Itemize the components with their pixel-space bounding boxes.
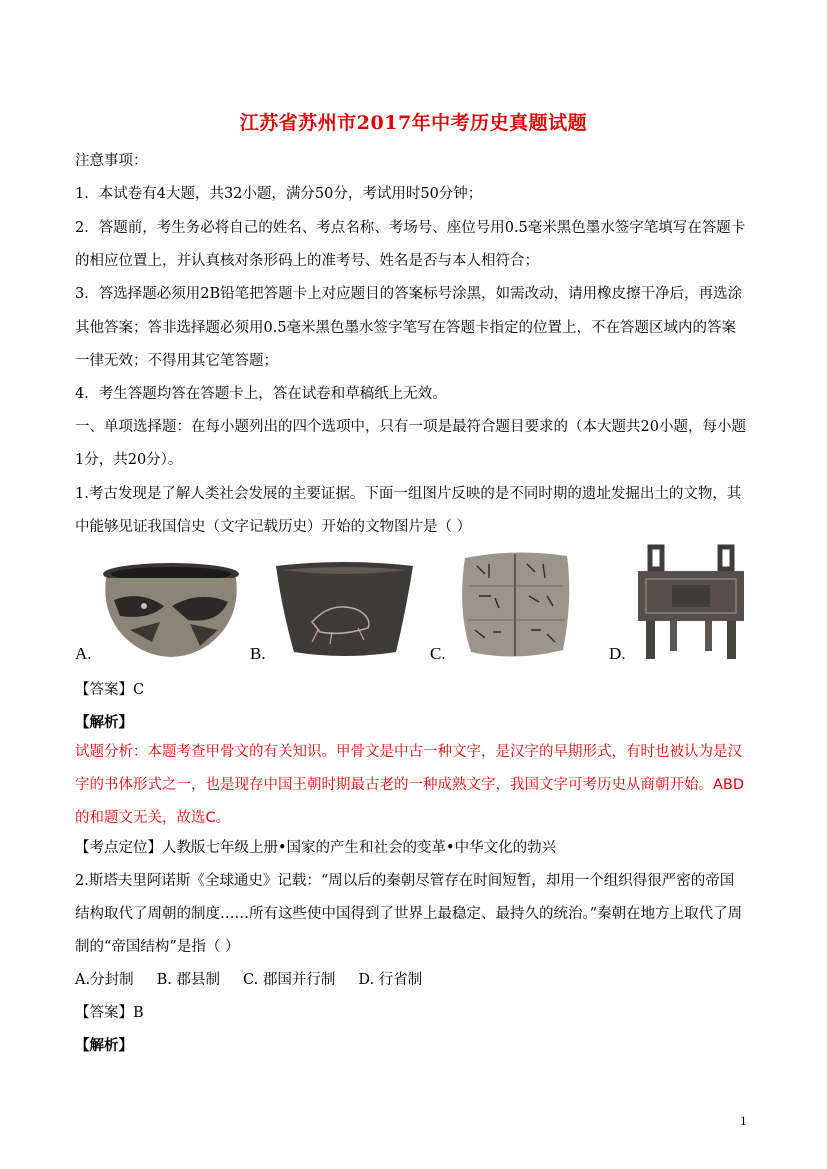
page-title: 江苏省苏州市2017年中考历史真题试题 (239, 112, 588, 134)
oracle-bone-image (455, 550, 575, 662)
analysis-label: 【解析】 (75, 714, 133, 731)
notice-item: 其他答案；答非选择题必须用0.5毫米黑色墨水签字笔写在答题卡指定的位置上，不在答题区域内的答案 (75, 320, 737, 336)
question-1-stem: 1.考古发现是了解人类社会发展的主要证据。下面一组图片反映的是不同时期的遗址发掘出土的文物，其 (75, 486, 742, 502)
notice-item: 一律无效；不得用其它笔答题； (75, 353, 278, 369)
option-label-c: C. (430, 644, 446, 663)
notice-item: 4．考生答题均答在答题卡上，答在试卷和草稿纸上无效。 (75, 386, 447, 402)
question-1-stem: 中能够见证我国信史（文字记载历史）开始的文物图片是（ ） (75, 519, 472, 535)
bronze-ding-image (632, 543, 750, 661)
question-2-stem: 结构取代了周朝的制度……所有这些使中国得到了世界上最稳定、最持久的统治。”秦朝在地方上取代了周 (75, 906, 743, 922)
notice-item: 2．答题前，考生务必将自己的姓名、考点名称、考场号、座位号用0.5毫米黑色墨水签字笔填写在答题卡 (75, 220, 746, 236)
analysis-text: 试题分析：本题考查甲骨文的有关知识。甲骨文是中古一种文字，是汉字的早期形式，有时也被认为是汉 (75, 744, 742, 760)
notice-item: 3．答选择题必须用2B铅笔把答题卡上对应题目的答案标号涂黑，如需改动，请用橡皮擦干净后，再选涂 (75, 286, 743, 302)
analysis-text: 字的书体形式之一，也是现存中国王朝时期最古老的一种成熟文字，我国文字可考历史从商朝开始。ABD (75, 777, 745, 793)
section-instruction: 1分，共20分）。 (75, 452, 183, 468)
option-label-b: B. (250, 644, 266, 663)
answer-label: 【答案】C (75, 682, 145, 698)
page-number: 1 (740, 1115, 747, 1128)
question-2-stem: 制的“帝国结构”是指（ ） (75, 939, 240, 955)
knowledge-point: 【考点定位】人教版七年级上册•国家的产生和社会的变革•中华文化的勃兴 (75, 840, 557, 856)
pottery-bowl-image (100, 560, 243, 660)
notice-item: 1．本试卷有4大题，共32小题，满分50分，考试用时50分钟； (75, 186, 483, 202)
question-2-stem: 2.斯塔夫里阿诺斯《全球通史》记载：“周以后的秦朝尽管存在时间短暂，却用一个组织得很严密的帝国 (75, 873, 735, 889)
answer-label: 【答案】B (75, 1005, 144, 1021)
option-label-d: D. (609, 644, 626, 663)
notice-heading: 注意事项： (75, 153, 148, 169)
analysis-text: 的和题文无关，故选C。 (75, 810, 231, 826)
question-2-options: A.分封制 B. 郡县制 C. 郡国并行制 D. 行省制 (75, 972, 423, 988)
notice-item: 的相应位置上，并认真核对条形码上的准考号、姓名是否与本人相符合； (75, 253, 539, 269)
option-label-a: A. (75, 644, 92, 663)
analysis-label: 【解析】 (75, 1037, 133, 1054)
black-pottery-image (272, 560, 417, 660)
section-instruction: 一、单项选择题：在每小题列出的四个选项中，只有一项是最符合题目要求的（本大题共20小题，每小题 (75, 419, 746, 435)
